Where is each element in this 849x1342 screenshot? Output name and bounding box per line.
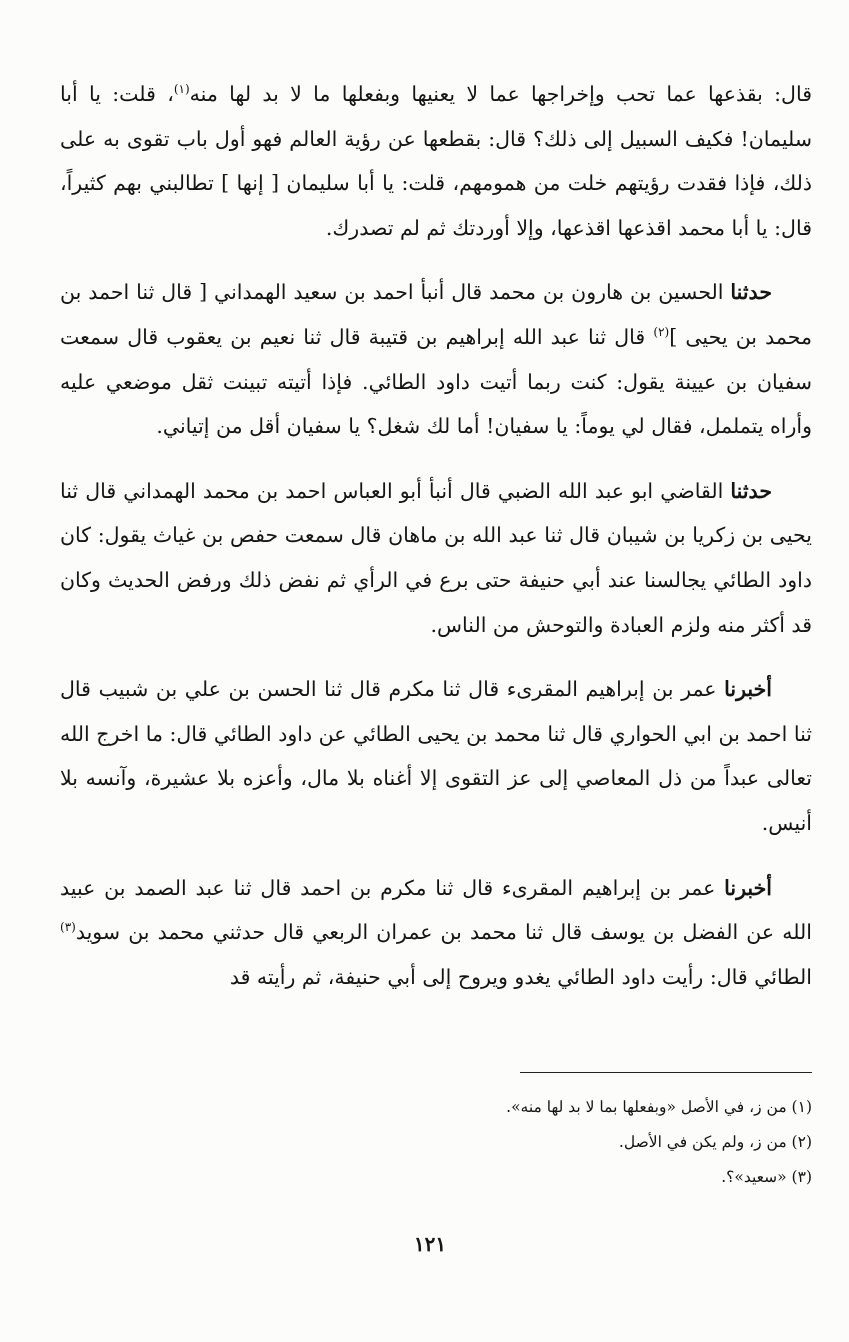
- paragraph-text: عمر بن إبراهيم المقرىء قال ثنا مكرم بن احمد قال ثنا عبد الصمد بن عبيد الله عن الفضل بن يوسف قال ثنا محمد بن عمران الربعي قال حدثني محمد بن سويد: [60, 875, 812, 945]
- footnotes: [300, 1090, 812, 1195]
- paragraph-4: [60, 667, 812, 845]
- footnote-3: (٣) «سعيد»؟.: [721, 1168, 812, 1186]
- paragraph-text: عمر بن إبراهيم المقرىء قال ثنا مكرم قال ثنا الحسن بن علي بن شبيب قال ثنا احمد بن ابي الحواري قال ثنا محمد بن يحيى الطائي عن داود الطائي قال: ما اخرج الله تعالى عبداً من ذل المعاصي إلى عز التقوى إلا أغناه بلا مال، وأعزه بلا عشيرة، وآنسه بلا أنيس.: [60, 677, 812, 835]
- paragraph-lead-word: حدثنا: [730, 280, 772, 305]
- paragraph-text: ، قلت: يا أبا سليمان! فكيف السبيل إلى ذلك؟ قال: بقطعها عن رؤية العالم فهو أول باب تقوى به على ذلك، فإذا فقدت رؤيتهم خلت من همومهم، قلت: يا أبا سليمان [ إنها ] تطالبني بهم كثيراً، قال: يا أبا محمد اقذعها اقذعها، وإلا أوردتك ثم لم تصدرك.: [60, 82, 812, 240]
- paragraph-text: قال ثنا عبد الله إبراهيم بن قتيبة قال ثنا نعيم بن يعقوب قال سمعت سفيان بن عيينة يقول: كنت ربما أتيت داود الطائي. فإذا أتيته تبينت ثقل موضعي عليه وأراه يتململ، فقال لي يوماً: يا سفيان! أما لك شغل؟ يا سفيان أقل من إتياني.: [60, 324, 812, 439]
- paragraph-text: الحسين بن هارون بن محمد قال أنبأ احمد بن سعيد الهمداني [ قال ثنا احمد بن محمد بن يحيى ]: [60, 280, 812, 349]
- page-number: ١٢١: [413, 1232, 447, 1256]
- paragraph-lead-word: أخبرنا: [724, 677, 772, 702]
- paragraph-1: [60, 72, 812, 250]
- paragraph-lead-word: حدثنا: [730, 478, 772, 503]
- paragraph-2: [60, 270, 812, 448]
- footnote-1: (١) من ز، في الأصل «وبفعلها بما لا بد لها منه».: [506, 1098, 812, 1116]
- footnote-reference-2: (٢): [653, 325, 670, 340]
- paragraph-text: القاضي ابو عبد الله الضبي قال أنبأ أبو العباس احمد بن محمد الهمداني قال ثنا يحيى بن زكريا بن شيبان قال ثنا عبد الله بن ماهان قال سمعت حفص بن غياث يقول: كان داود الطائي يجالسنا عند أبي حنيفة حتى برع في الرأي ثم نفض ذلك ورفض الحديث وكان قد أكثر منه ولزم العبادة والتوحش من الناس.: [60, 478, 812, 637]
- paragraph-5: [60, 866, 812, 1000]
- paragraph-3: [60, 469, 812, 647]
- main-text: [60, 72, 812, 1019]
- footnote-reference-1: (١): [173, 82, 190, 97]
- footnote-2: (٢) من ز، ولم يكن في الأصل.: [618, 1133, 812, 1151]
- footnote-reference-3: (٣): [60, 920, 76, 935]
- paragraph-text: قال: بقذعها عما تحب وإخراجها عما لا يعنيها وبفعلها ما لا بد لها منه: [189, 82, 812, 106]
- paragraph-lead-word: أخبرنا: [724, 875, 772, 900]
- paragraph-text: الطائي قال: رأيت داود الطائي يغدو ويروح إلى أبي حنيفة، ثم رأيته قد: [229, 964, 812, 989]
- footnote-divider: [520, 1072, 812, 1073]
